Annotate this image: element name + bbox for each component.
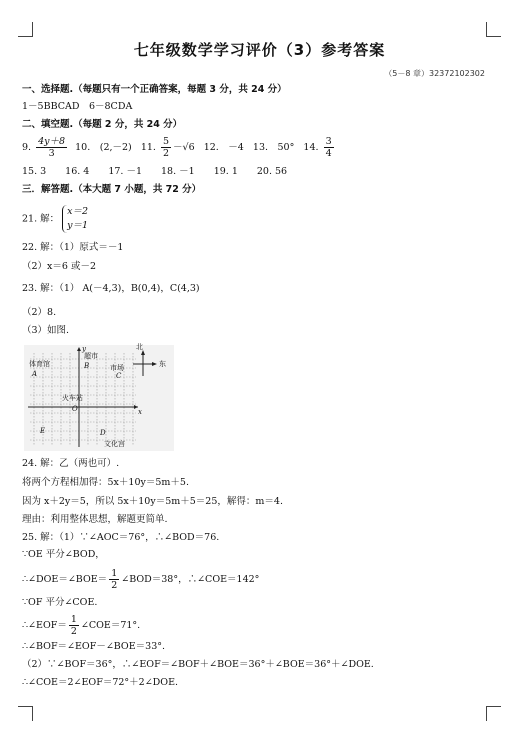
q25-line-3 [22,568,259,591]
q25-line-5-tail: ∠COE＝71°. [80,620,141,631]
section-1-header: 一、选择题.（每题只有一个正确答案，每题 3 分，共 24 分） [22,84,287,95]
q24-line-2: 将两个方程相加得：5x＋10y＝5m＋5. [22,477,189,488]
q24-line-4: 理由：利用整体思想，解题更简单. [22,514,168,525]
grid-x-label: x [138,408,142,416]
q21-line [22,205,88,233]
q25-line-5-head: ∴∠EOF＝ [22,620,67,631]
compass-icon [131,343,171,382]
page-title: 七年级数学学习评价（3）参考答案 [133,41,386,59]
q21-label: 21. 解： [22,213,60,225]
grid-label-supermarket: 超市 [84,352,98,360]
grid-origin-o: O [72,405,78,413]
grid-point-e: E [40,427,46,435]
q14-numerator: 3 [325,136,332,147]
q21-x: x＝2 [67,206,89,217]
q25-line-2: ∵OE 平分∠BOD， [22,549,105,560]
q23-part-3: （3）如图. [22,325,70,336]
section-2-line-1 [22,136,336,159]
q24-line-1: 24. 解：乙（两也可）. [22,458,120,469]
q25-half-fraction-1 [109,568,119,591]
q10-answer: 10. (2,－2) [75,142,132,153]
grid-point-d: D [100,429,106,437]
q13-answer: 13. 50° [252,142,295,153]
q22-part-2: （2）x＝6 或－2 [22,261,97,272]
q25-line-1: 25. 解：（1）∵∠AOC＝76°，∴∠BOD＝76. [22,532,220,543]
q9-fraction [36,136,67,159]
section-2-header: 二、填空题.（每题 2 分，共 24 分） [22,119,183,130]
q25-line-7: （2）∵∠BOF＝36°，∴∠EOF＝∠BOF＋∠BOE＝36°＋∠BOE＝36°＋∠DOE. [22,659,374,670]
section-3-header: 三．解答题.（本大题 7 小题，共 72 分） [22,184,202,195]
crop-mark-top-right [486,22,501,37]
crop-mark-bottom-right [486,706,501,721]
q25-line-8: ∴∠COE＝2∠EOF＝72°＋2∠DOE. [22,677,179,688]
grid-point-b: B [84,362,90,370]
q11-numerator: 5 [162,136,170,147]
q12-answer: 12. －4 [203,142,244,153]
q25-line-5 [22,614,140,637]
q25-half-num-2: 1 [70,614,77,625]
q9-denominator: 3 [48,148,55,159]
q21-system [62,205,88,233]
document-code: （5－8 章）32372102302 [384,69,485,78]
q25-line-3-tail: ∠BOD＝38°，∴∠COE＝142° [121,574,260,585]
q14-label: 14. [303,142,319,153]
q25-line-6: ∴∠BOF＝∠EOF－∠BOE＝33°. [22,641,166,652]
q25-half-num-1: 1 [111,568,118,579]
q14-fraction [324,136,334,159]
q25-line-3-head: ∴∠DOE＝∠BOE＝ [22,574,108,585]
q25-line-4: ∵OF 平分∠COE. [22,597,98,608]
q25-half-den-1: 2 [111,580,118,591]
q23-part-2: （2）8. [22,307,57,318]
q14-denominator: 4 [325,148,332,159]
q11-denominator: 2 [162,148,170,159]
q9-numerator: 4y＋8 [38,136,66,147]
crop-mark-top-left [18,22,33,37]
q11-fraction [161,136,171,159]
q25-half-fraction-2 [69,614,79,637]
grid-label-gym: 体育馆 [29,360,50,368]
q21-y: y＝1 [67,220,89,231]
q23-part-1: 23. 解：（1） A(－4,3)，B(0,4)，C(4,3) [22,283,200,294]
section-2-line-2: 15. 3 16. 4 17. －1 18. －1 19. 1 20. 56 [22,166,288,177]
section-1-answers: 1－5BBCAD 6－8CDA [22,101,133,112]
crop-mark-bottom-left [18,706,33,721]
grid-y-label: y [82,345,86,353]
grid-label-culture: 文化宫 [104,440,125,448]
grid-label-station: 火车站 [62,394,83,402]
compass-east-label: 东 [159,360,166,368]
grid-point-a: A [32,370,38,378]
q24-line-3: 因为 x＋2y＝5，所以 5x＋10y＝5m＋5＝25，解得：m＝4. [22,496,283,507]
q11-tail: －√6 [173,142,195,153]
q22-part-1: 22. 解：（1）原式＝－1 [22,242,124,253]
grid-label-market: 市场 [110,364,124,372]
q11-label: 11. [140,142,156,153]
q25-half-den-2: 2 [70,626,77,637]
grid-point-c: C [116,372,122,380]
q9-label: 9. [22,142,32,153]
compass-north-label: 北 [136,343,143,351]
